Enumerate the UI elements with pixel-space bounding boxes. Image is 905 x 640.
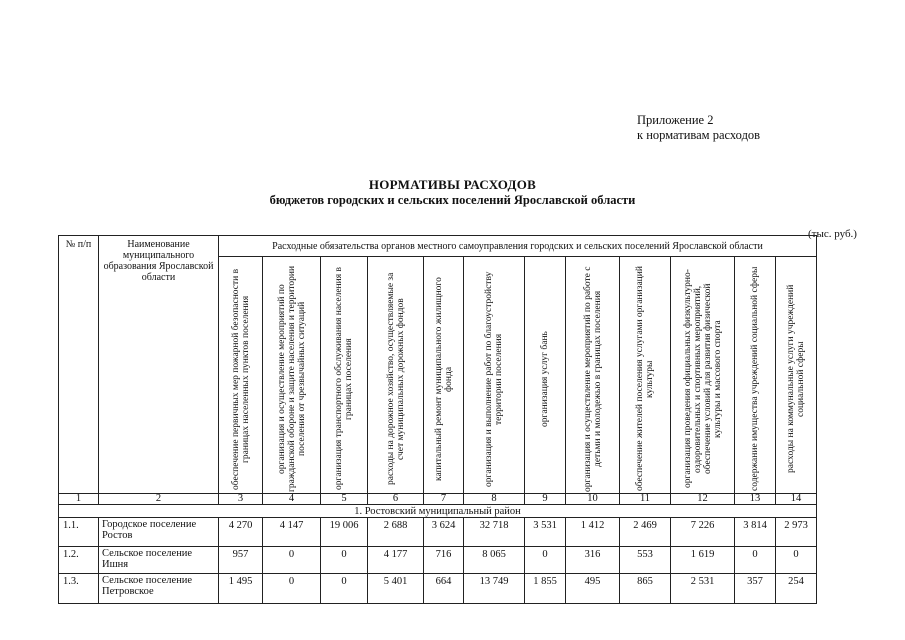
header-no: № п/п <box>59 236 99 494</box>
header-col-3: обеспечение первичных мер пожарной безопасности в границах населенных пунктов поселения <box>219 257 263 494</box>
column-number: 5 <box>321 494 368 505</box>
column-number: 7 <box>424 494 464 505</box>
cell-value: 957 <box>219 547 263 574</box>
region-row <box>59 505 817 518</box>
header-col-4: организация и осуществление мероприятий по гражданской обороне и защите населения и территории поселения от чрезвычайных ситуаций <box>263 257 321 494</box>
cell-value: 865 <box>620 574 671 604</box>
cell-value: 495 <box>566 574 620 604</box>
header-col-9: организация услуг бань <box>525 257 566 494</box>
cell-value: 4 270 <box>219 518 263 547</box>
table-row <box>59 518 817 547</box>
header-col-10: организация и осуществление мероприятий по работе с детьми и молодежью в границах поселения <box>566 257 620 494</box>
norms-table <box>58 235 817 604</box>
header-col-7: капитальный ремонт муниципального жилищного фонда <box>424 257 464 494</box>
table-row <box>59 547 817 574</box>
header-col-8: организация и выполнение работ по благоустройству территории поселения <box>464 257 525 494</box>
row-index: 1.2. <box>59 547 99 574</box>
document-subtitle: бюджетов городских и сельских поселений Ярославской области <box>269 193 636 207</box>
cell-value: 0 <box>776 547 817 574</box>
cell-value: 2 973 <box>776 518 817 547</box>
header-col-12: организация проведения официальных физкультурно-оздоровительных и спортивных мероприятий, обеспечение условий для развития физической культуры и массового спорта <box>671 257 735 494</box>
cell-value: 553 <box>620 547 671 574</box>
cell-value: 3 624 <box>424 518 464 547</box>
cell-value: 0 <box>263 547 321 574</box>
document-title: НОРМАТИВЫ РАСХОДОВ <box>368 177 537 192</box>
header-group: Расходные обязательства органов местного самоуправления городских и сельских поселений Ярославской области <box>219 236 817 257</box>
cell-value: 664 <box>424 574 464 604</box>
cell-value: 2 688 <box>368 518 424 547</box>
header-col-13: содержание имущества учреждений социальной сферы <box>735 257 776 494</box>
cell-value: 4 147 <box>263 518 321 547</box>
cell-value: 2 469 <box>620 518 671 547</box>
cell-value: 716 <box>424 547 464 574</box>
column-number: 10 <box>566 494 620 505</box>
column-number: 8 <box>464 494 525 505</box>
cell-value: 2 531 <box>671 574 735 604</box>
appendix-note <box>637 113 760 143</box>
column-number: 4 <box>263 494 321 505</box>
cell-value: 0 <box>735 547 776 574</box>
cell-value: 3 531 <box>525 518 566 547</box>
column-number: 14 <box>776 494 817 505</box>
appendix-line-1: Приложение 2 <box>637 113 714 127</box>
column-number: 6 <box>368 494 424 505</box>
column-numbers-row <box>59 494 817 505</box>
cell-value: 13 749 <box>464 574 525 604</box>
cell-value: 19 006 <box>321 518 368 547</box>
cell-value: 1 619 <box>671 547 735 574</box>
cell-value: 0 <box>321 574 368 604</box>
cell-value: 254 <box>776 574 817 604</box>
table-row <box>59 574 817 604</box>
row-name: Городское поселение Ростов <box>99 518 219 547</box>
cell-value: 0 <box>525 547 566 574</box>
cell-value: 5 401 <box>368 574 424 604</box>
cell-value: 3 814 <box>735 518 776 547</box>
column-number: 9 <box>525 494 566 505</box>
region-title: 1. Ростовский муниципальный район <box>59 505 817 518</box>
cell-value: 357 <box>735 574 776 604</box>
appendix-line-2: к нормативам расходов <box>637 128 761 142</box>
header-col-11: обеспечение жителей поселения услугами организаций культуры <box>620 257 671 494</box>
column-number: 12 <box>671 494 735 505</box>
row-index: 1.3. <box>59 574 99 604</box>
cell-value: 316 <box>566 547 620 574</box>
cell-value: 7 226 <box>671 518 735 547</box>
column-number: 2 <box>99 494 219 505</box>
header-col-5: организация транспортного обслуживания населения в границах поселения <box>321 257 368 494</box>
cell-value: 1 495 <box>219 574 263 604</box>
cell-value: 8 065 <box>464 547 525 574</box>
cell-value: 0 <box>321 547 368 574</box>
header-col-6: расходы на дорожное хозяйство, осуществляемые за счет муниципальных дорожных фондов <box>368 257 424 494</box>
header-col-14: расходы на коммунальные услуги учреждений социальной сферы <box>776 257 817 494</box>
column-number: 11 <box>620 494 671 505</box>
row-name: Сельское поселение Ишня <box>99 547 219 574</box>
header-name: Наименование муниципального образования Ярославской области <box>99 236 219 494</box>
column-number: 3 <box>219 494 263 505</box>
row-index: 1.1. <box>59 518 99 547</box>
column-number: 1 <box>59 494 99 505</box>
cell-value: 1 855 <box>525 574 566 604</box>
row-name: Сельское поселение Петровское <box>99 574 219 604</box>
cell-value: 0 <box>263 574 321 604</box>
column-number: 13 <box>735 494 776 505</box>
cell-value: 1 412 <box>566 518 620 547</box>
cell-value: 4 177 <box>368 547 424 574</box>
units-label: (тыс. руб.) <box>808 228 857 240</box>
cell-value: 32 718 <box>464 518 525 547</box>
